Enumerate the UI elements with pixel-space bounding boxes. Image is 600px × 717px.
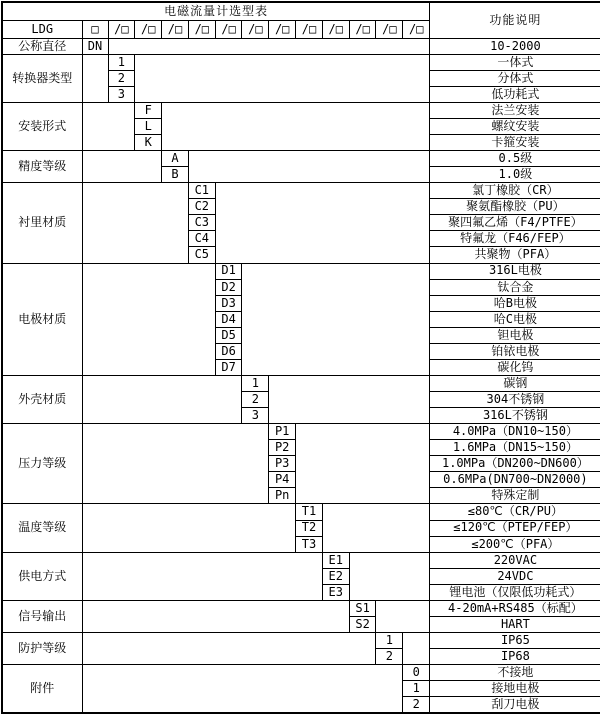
blank-right	[403, 632, 430, 664]
code-cell: 1	[242, 375, 269, 391]
code-cell: E1	[322, 552, 349, 568]
desc-cell: 碳化钨	[430, 359, 600, 375]
blank-left	[82, 151, 162, 183]
blank-right	[162, 102, 430, 150]
blank-right	[135, 54, 430, 102]
desc-cell: HART	[430, 616, 600, 632]
desc-cell: 螺纹安装	[430, 118, 600, 134]
desc-cell: ≤80℃（CR/PU）	[430, 504, 600, 520]
desc-cell: 哈C电极	[430, 311, 600, 327]
desc-cell: 法兰安装	[430, 102, 600, 118]
blank-right	[269, 375, 430, 423]
model-slot: /□	[322, 20, 349, 38]
model-slot: /□	[188, 20, 215, 38]
group-label: 公称直径	[2, 38, 82, 54]
blank-left	[82, 375, 242, 423]
desc-cell: 4.0MPa（DN10~150）	[430, 424, 600, 440]
desc-cell: 刮刀电极	[430, 697, 600, 713]
code-cell: A	[162, 151, 189, 167]
blank-left	[82, 54, 108, 102]
group-label: 温度等级	[2, 504, 82, 552]
code-cell: 1	[403, 681, 430, 697]
blank-right	[242, 263, 430, 375]
blank-left	[82, 665, 403, 713]
desc-cell: 铂铱电极	[430, 343, 600, 359]
selection-table	[1, 1, 600, 714]
blank-left	[82, 552, 322, 600]
desc-cell: IP65	[430, 632, 600, 648]
code-cell: 2	[242, 392, 269, 408]
code-cell: C4	[188, 231, 215, 247]
blank-right	[349, 552, 429, 600]
desc-cell: ≤200℃（PFA）	[430, 536, 600, 552]
code-cell: 0	[403, 665, 430, 681]
table-title: 电磁流量计选型表	[2, 2, 430, 20]
code-cell: P4	[269, 472, 296, 488]
code-cell: D7	[215, 359, 242, 375]
model-slot: /□	[296, 20, 323, 38]
model-box: □	[82, 20, 108, 38]
desc-cell: 钽电极	[430, 327, 600, 343]
code-cell: D1	[215, 263, 242, 279]
desc-cell: 分体式	[430, 70, 600, 86]
code-cell: E3	[322, 584, 349, 600]
desc-cell: 220VAC	[430, 552, 600, 568]
model-slot: /□	[403, 20, 430, 38]
desc-cell: ≤120℃（PTEP/FEP）	[430, 520, 600, 536]
code-cell: P1	[269, 424, 296, 440]
desc-cell: 304不锈钢	[430, 392, 600, 408]
desc-cell: 1.0MPa（DN200~DN600）	[430, 456, 600, 472]
desc-cell: 0.6MPa(DN700~DN2000)	[430, 472, 600, 488]
blank-left	[82, 263, 215, 375]
model-prefix: LDG	[2, 20, 82, 38]
desc-cell: 哈B电极	[430, 295, 600, 311]
code-cell: C1	[188, 183, 215, 199]
model-slot: /□	[215, 20, 242, 38]
desc-cell: 4-20mA+RS485（标配）	[430, 600, 600, 616]
group-label: 压力等级	[2, 424, 82, 504]
code-cell: 1	[376, 632, 403, 648]
code-cell: 2	[108, 70, 135, 86]
blank-left	[82, 504, 296, 552]
model-slot: /□	[135, 20, 162, 38]
desc-cell: 锂电池（仅限低功耗式）	[430, 584, 600, 600]
code-cell: D5	[215, 327, 242, 343]
code-cell: C5	[188, 247, 215, 263]
code-cell: 1	[108, 54, 135, 70]
desc-cell: IP68	[430, 649, 600, 665]
code-cell: D3	[215, 295, 242, 311]
group-label: 供电方式	[2, 552, 82, 600]
group-label: 安装形式	[2, 102, 82, 150]
model-slot: /□	[269, 20, 296, 38]
code-cell: P3	[269, 456, 296, 472]
code-cell: 2	[403, 697, 430, 713]
code-cell: D2	[215, 279, 242, 295]
code-cell: K	[135, 135, 162, 151]
blank-right	[296, 424, 430, 504]
desc-cell: 1.0级	[430, 167, 600, 183]
blank-left	[82, 102, 135, 150]
desc-cell: 接地电极	[430, 681, 600, 697]
desc-cell: 特氟龙（F46/FEP）	[430, 231, 600, 247]
code-cell: Pn	[269, 488, 296, 504]
blank-left	[82, 600, 349, 632]
blank-left	[82, 424, 269, 504]
code-cell: 2	[376, 649, 403, 665]
desc-cell: 碳钢	[430, 375, 600, 391]
code-cell: B	[162, 167, 189, 183]
desc-cell: 特殊定制	[430, 488, 600, 504]
model-slot: /□	[376, 20, 403, 38]
blank-right	[376, 600, 430, 632]
desc-cell: 316L电极	[430, 263, 600, 279]
desc-cell: 不接地	[430, 665, 600, 681]
model-slot: /□	[108, 20, 135, 38]
code-cell: S2	[349, 616, 376, 632]
desc-cell: 共聚物（PFA）	[430, 247, 600, 263]
code-cell: 3	[242, 408, 269, 424]
desc-cell: 1.6MPa（DN15~150）	[430, 440, 600, 456]
model-slot: /□	[349, 20, 376, 38]
group-label: 精度等级	[2, 151, 82, 183]
code-cell: T2	[296, 520, 323, 536]
blank-right	[215, 183, 429, 263]
desc-cell: 聚四氟乙烯（F4/PTFE）	[430, 215, 600, 231]
function-header: 功能说明	[430, 2, 600, 38]
code-cell: T1	[296, 504, 323, 520]
code-cell: E2	[322, 568, 349, 584]
group-label: 附件	[2, 665, 82, 713]
code-cell: DN	[82, 38, 108, 54]
code-cell: F	[135, 102, 162, 118]
desc-cell: 一体式	[430, 54, 600, 70]
blank-left	[82, 183, 188, 263]
desc-cell: 氯丁橡胶（CR）	[430, 183, 600, 199]
blank-right	[322, 504, 429, 552]
desc-cell: 卡箍安装	[430, 135, 600, 151]
group-label: 外壳材质	[2, 375, 82, 423]
desc-cell: 聚氨酯橡胶（PU）	[430, 199, 600, 215]
desc-cell: 0.5级	[430, 151, 600, 167]
desc-cell: 钛合金	[430, 279, 600, 295]
desc-cell: 24VDC	[430, 568, 600, 584]
code-cell: C2	[188, 199, 215, 215]
code-cell: D4	[215, 311, 242, 327]
model-slot: /□	[242, 20, 269, 38]
code-cell: L	[135, 118, 162, 134]
group-label: 衬里材质	[2, 183, 82, 263]
group-label: 防护等级	[2, 632, 82, 664]
code-cell: S1	[349, 600, 376, 616]
code-cell: D6	[215, 343, 242, 359]
code-cell: P2	[269, 440, 296, 456]
group-label: 信号输出	[2, 600, 82, 632]
desc-cell: 10-2000	[430, 38, 600, 54]
blank-right	[108, 38, 430, 54]
code-cell: 3	[108, 86, 135, 102]
desc-cell: 316L不锈钢	[430, 408, 600, 424]
group-label: 转换器类型	[2, 54, 82, 102]
code-cell: T3	[296, 536, 323, 552]
code-cell: C3	[188, 215, 215, 231]
group-label: 电极材质	[2, 263, 82, 375]
blank-left	[82, 632, 376, 664]
blank-right	[188, 151, 429, 183]
model-slot: /□	[162, 20, 189, 38]
desc-cell: 低功耗式	[430, 86, 600, 102]
